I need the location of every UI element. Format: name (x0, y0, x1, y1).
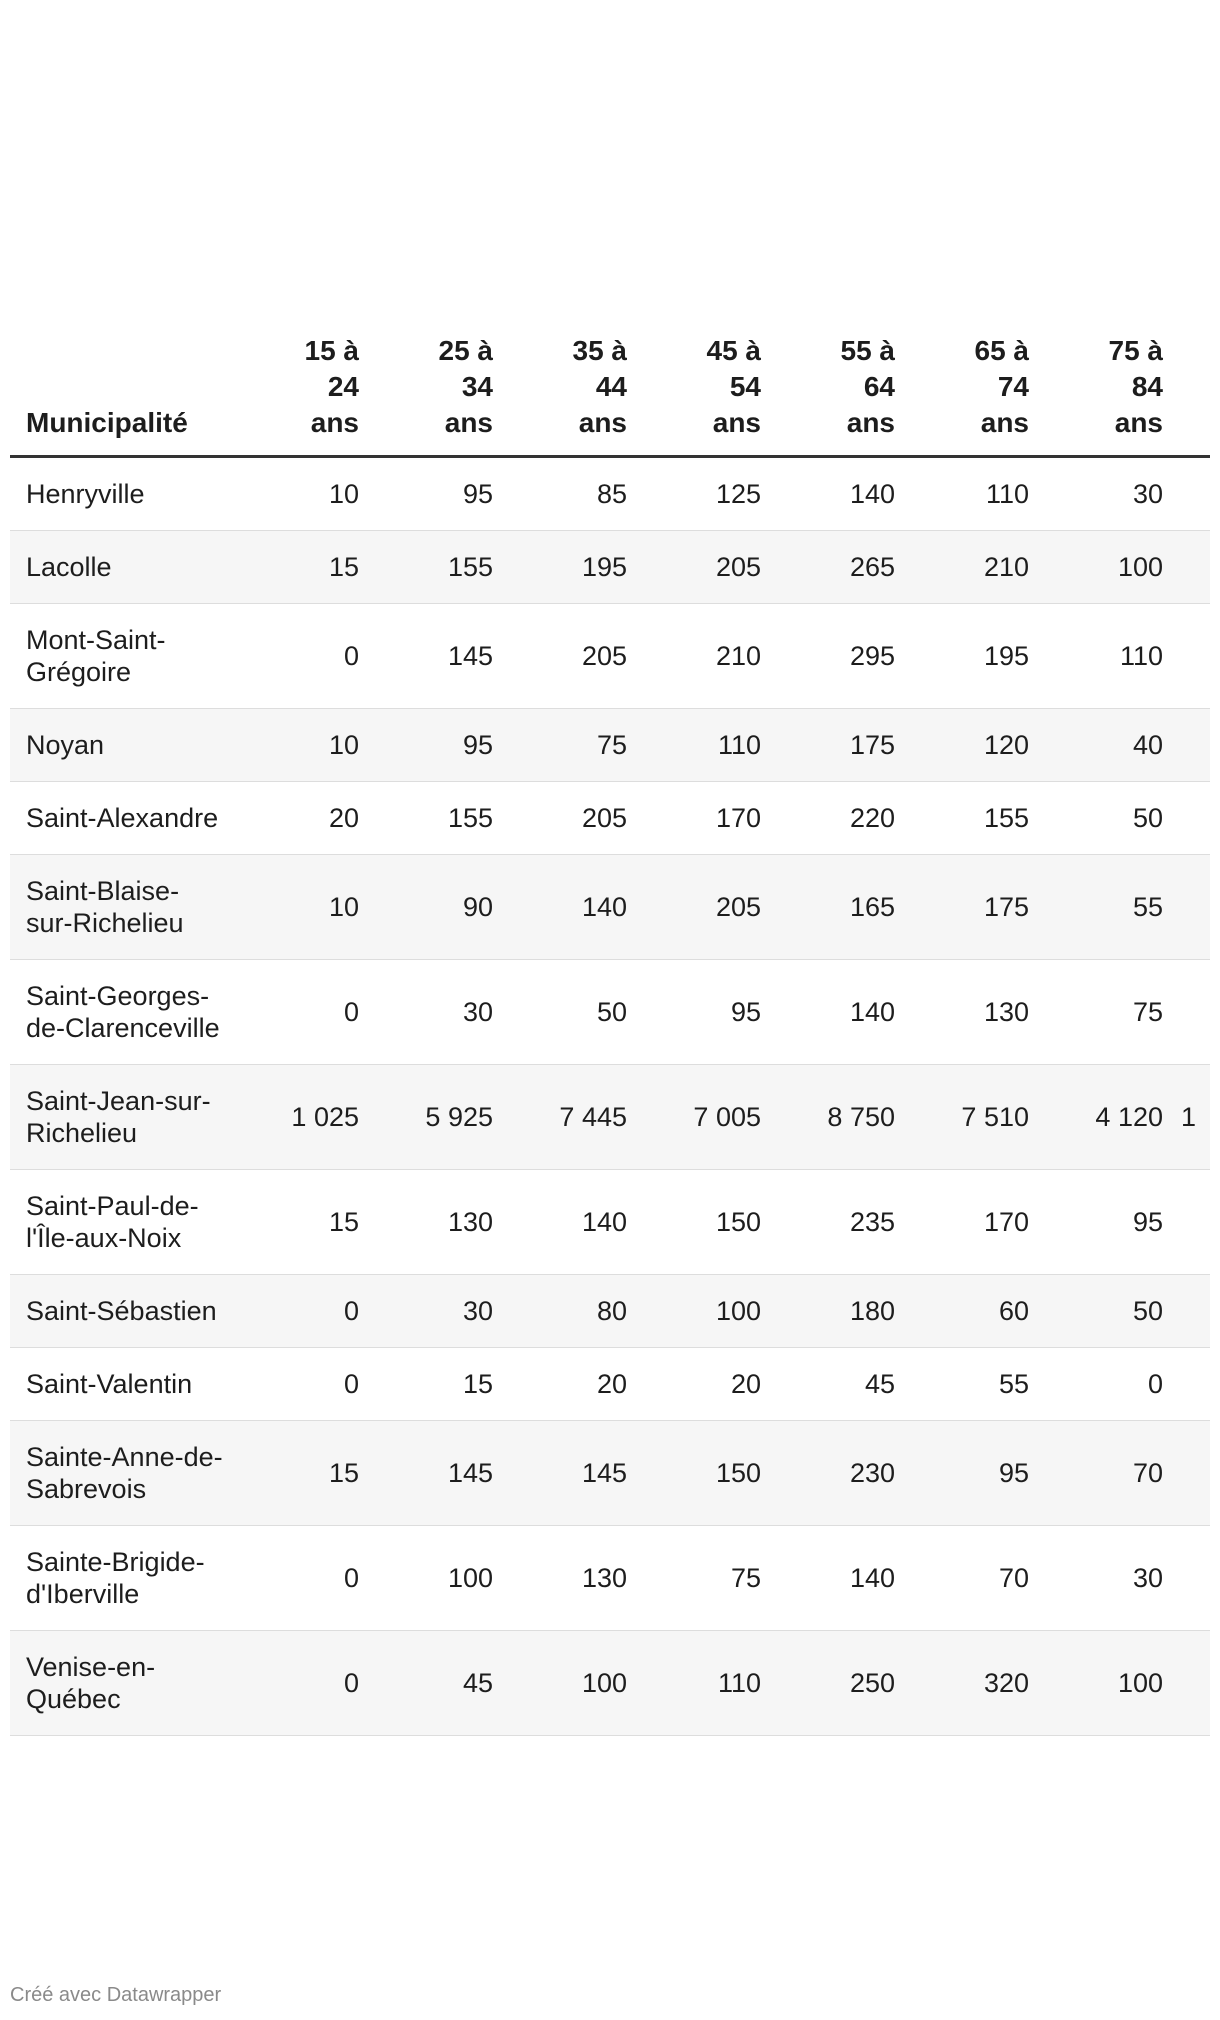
header-line: 44 (595, 371, 627, 402)
municipality-name-cell: Saint-Sébastien (10, 1275, 225, 1348)
value-cell (761, 1526, 895, 1631)
cell-value: 20 (328, 803, 359, 833)
table-row (10, 1275, 1210, 1348)
header-line: 65 à (974, 335, 1029, 366)
value-cell (627, 782, 761, 855)
value-cell (895, 1170, 1029, 1275)
value-cell (761, 1421, 895, 1526)
cell-value: 110 (717, 1668, 761, 1698)
cell-value: 175 (983, 892, 1029, 922)
cell-value: 125 (715, 479, 761, 509)
cell-value: 60 (998, 1296, 1029, 1326)
municipality-name-cell: Saint-Blaise-sur-Richelieu (10, 855, 225, 960)
cell-value: 50 (1132, 1296, 1163, 1326)
header-line: 35 à (572, 335, 627, 366)
cell-value: 165 (849, 892, 895, 922)
value-cell (895, 604, 1029, 709)
cell-value: 180 (849, 1296, 895, 1326)
value-cell (1029, 1631, 1163, 1736)
cell-value: 75 (1132, 997, 1163, 1027)
value-cell (493, 1170, 627, 1275)
table-header (10, 325, 1210, 457)
value-cell (225, 960, 359, 1065)
table-row (10, 604, 1210, 709)
cell-value: 1 (1181, 1102, 1197, 1132)
cell-value: 320 (983, 1668, 1029, 1698)
value-cell (761, 1348, 895, 1421)
value-cell (627, 1275, 761, 1348)
value-cell (225, 1348, 359, 1421)
cell-value: 55 (1132, 892, 1163, 922)
municipality-name-cell: Mont-Saint-Grégoire (10, 604, 225, 709)
value-cell (895, 709, 1029, 782)
municipality-name-cell: Saint-Paul-de-l'Île-aux-Noix (10, 1170, 225, 1275)
cell-value: 145 (581, 1458, 627, 1488)
table-row (10, 457, 1210, 531)
cell-value: 130 (581, 1563, 627, 1593)
header-line: 54 (729, 371, 761, 402)
value-cell (627, 531, 761, 604)
cell-value: 235 (849, 1207, 895, 1237)
age-distribution-table (10, 325, 1210, 1736)
cell-value: 100 (715, 1296, 761, 1326)
municipality-name-cell: Sainte-Anne-de-Sabrevois (10, 1421, 225, 1526)
value-cell (895, 960, 1029, 1065)
value-cell (225, 709, 359, 782)
value-cell (1163, 960, 1210, 1065)
value-cell (359, 960, 493, 1065)
value-cell (1163, 709, 1210, 782)
cell-value: 140 (581, 1207, 627, 1237)
cell-value: 110 (1119, 641, 1163, 671)
table-body (10, 457, 1210, 1736)
value-cell (1163, 1421, 1210, 1526)
municipality-name-cell: Saint-Alexandre (10, 782, 225, 855)
value-cell (1163, 1275, 1210, 1348)
cell-value: 210 (715, 641, 761, 671)
cell-value: 30 (1132, 1563, 1163, 1593)
value-cell (225, 1631, 359, 1736)
cell-value: 95 (1132, 1207, 1163, 1237)
value-cell (895, 531, 1029, 604)
value-cell (225, 782, 359, 855)
cell-value: 100 (447, 1563, 493, 1593)
value-cell (761, 604, 895, 709)
value-cell (761, 457, 895, 531)
column-header-55-64[interactable] (761, 325, 895, 457)
value-cell (225, 1170, 359, 1275)
value-cell (627, 1421, 761, 1526)
header-line: ans (712, 407, 761, 438)
value-cell (761, 1170, 895, 1275)
header-line: ans (846, 407, 895, 438)
header-line: ans (444, 407, 493, 438)
value-cell (1163, 1348, 1210, 1421)
value-cell (1029, 855, 1163, 960)
table-row (10, 1065, 1210, 1170)
cell-value: 170 (983, 1207, 1029, 1237)
value-cell (493, 1526, 627, 1631)
cell-value: 45 (462, 1668, 493, 1698)
cell-value: 140 (849, 479, 895, 509)
municipality-name-cell: Lacolle (10, 531, 225, 604)
cell-value: 95 (462, 479, 493, 509)
cell-value: 265 (849, 552, 895, 582)
cell-value: 95 (730, 997, 761, 1027)
value-cell (1163, 1631, 1210, 1736)
value-cell (1163, 855, 1210, 960)
value-cell (761, 1631, 895, 1736)
header-line: 84 (1131, 371, 1163, 402)
cell-value: 0 (343, 641, 359, 671)
cell-value: 90 (462, 892, 493, 922)
value-cell (359, 1275, 493, 1348)
value-cell (359, 1526, 493, 1631)
column-header-overflow[interactable] (1163, 325, 1210, 457)
municipality-name-cell: Henryville (10, 457, 225, 531)
cell-value: 145 (447, 1458, 493, 1488)
table-row (10, 1348, 1210, 1421)
cell-value: 205 (715, 552, 761, 582)
value-cell (359, 1065, 493, 1170)
value-cell (895, 1348, 1029, 1421)
datawrapper-credit[interactable]: Créé avec Datawrapper (10, 1984, 222, 2006)
table-row (10, 782, 1210, 855)
value-cell (627, 1348, 761, 1421)
value-cell (761, 531, 895, 604)
header-line: 55 à (840, 335, 895, 366)
cell-value: 170 (715, 803, 761, 833)
column-header-municipalite[interactable]: Municipalité (10, 325, 225, 457)
cell-value: 20 (596, 1369, 627, 1399)
value-cell (627, 855, 761, 960)
value-cell (1029, 960, 1163, 1065)
value-cell (1029, 782, 1163, 855)
value-cell (895, 1421, 1029, 1526)
cell-value: 15 (328, 552, 359, 582)
municipality-name-cell: Venise-en-Québec (10, 1631, 225, 1736)
value-cell (1163, 1170, 1210, 1275)
value-cell (1029, 1065, 1163, 1170)
header-line: 64 (863, 371, 895, 402)
cell-value: 1 025 (291, 1102, 359, 1132)
cell-value: 50 (596, 997, 627, 1027)
value-cell (493, 960, 627, 1065)
cell-value: 30 (462, 997, 493, 1027)
cell-value: 130 (447, 1207, 493, 1237)
header-line: ans (578, 407, 627, 438)
cell-value: 100 (1117, 1668, 1163, 1698)
value-cell (1029, 604, 1163, 709)
cell-value: 50 (1132, 803, 1163, 833)
cell-value: 0 (1147, 1369, 1163, 1399)
header-line: ans (310, 407, 359, 438)
table-row (10, 709, 1210, 782)
column-header-75-84[interactable] (1029, 325, 1163, 457)
column-header-35-44[interactable] (493, 325, 627, 457)
cell-value: 40 (1132, 730, 1163, 760)
header-line: 25 à (438, 335, 493, 366)
value-cell (359, 1421, 493, 1526)
cell-value: 15 (328, 1207, 359, 1237)
value-cell (895, 1065, 1029, 1170)
cell-value: 7 445 (559, 1102, 627, 1132)
cell-value: 120 (983, 730, 1029, 760)
cell-value: 205 (581, 803, 627, 833)
value-cell (225, 457, 359, 531)
value-cell (359, 782, 493, 855)
value-cell (627, 1526, 761, 1631)
value-cell (359, 531, 493, 604)
value-cell (493, 782, 627, 855)
column-header-15-24[interactable] (225, 325, 359, 457)
value-cell (895, 855, 1029, 960)
value-cell (1163, 457, 1210, 531)
value-cell (1029, 709, 1163, 782)
value-cell (1029, 1421, 1163, 1526)
value-cell (895, 1526, 1029, 1631)
value-cell (761, 709, 895, 782)
value-cell (359, 1631, 493, 1736)
cell-value: 85 (596, 479, 627, 509)
cell-value: 15 (462, 1369, 493, 1399)
header-line: 74 (997, 371, 1029, 402)
cell-value: 140 (849, 1563, 895, 1593)
value-cell (1163, 782, 1210, 855)
cell-value: 10 (328, 892, 359, 922)
cell-value: 20 (730, 1369, 761, 1399)
value-cell (359, 1170, 493, 1275)
value-cell (895, 1275, 1029, 1348)
value-cell (895, 782, 1029, 855)
cell-value: 0 (343, 1563, 359, 1593)
value-cell (627, 457, 761, 531)
cell-value: 55 (998, 1369, 1029, 1399)
header-line: ans (980, 407, 1029, 438)
cell-value: 150 (715, 1458, 761, 1488)
header-line: 15 à (304, 335, 359, 366)
cell-value: 100 (1117, 552, 1163, 582)
value-cell (493, 709, 627, 782)
cell-value: 0 (343, 1296, 359, 1326)
cell-value: 195 (983, 641, 1029, 671)
cell-value: 230 (849, 1458, 895, 1488)
value-cell (225, 1275, 359, 1348)
cell-value: 295 (849, 641, 895, 671)
header-line: 24 (327, 371, 359, 402)
header-line: ans (1114, 407, 1163, 438)
header-line: 75 à (1108, 335, 1163, 366)
column-header-25-34[interactable] (359, 325, 493, 457)
cell-value: 145 (447, 641, 493, 671)
cell-value: 0 (343, 997, 359, 1027)
value-cell (1029, 531, 1163, 604)
value-cell (761, 782, 895, 855)
municipality-name-cell: Saint-Georges-de-Clarenceville (10, 960, 225, 1065)
value-cell (493, 1275, 627, 1348)
value-cell (1163, 1065, 1210, 1170)
value-cell (493, 1421, 627, 1526)
value-cell (627, 709, 761, 782)
cell-value: 95 (462, 730, 493, 760)
value-cell (359, 709, 493, 782)
value-cell (1029, 457, 1163, 531)
municipality-name-cell: Noyan (10, 709, 225, 782)
cell-value: 30 (462, 1296, 493, 1326)
value-cell (895, 457, 1029, 531)
value-cell (493, 1065, 627, 1170)
cell-value: 205 (581, 641, 627, 671)
cell-value: 155 (983, 803, 1029, 833)
value-cell (761, 1065, 895, 1170)
value-cell (1163, 531, 1210, 604)
cell-value: 5 925 (425, 1102, 493, 1132)
column-header-65-74[interactable] (895, 325, 1029, 457)
value-cell (1163, 604, 1210, 709)
cell-value: 8 750 (827, 1102, 895, 1132)
table-row (10, 960, 1210, 1065)
cell-value: 155 (447, 552, 493, 582)
cell-value: 0 (343, 1369, 359, 1399)
value-cell (627, 1170, 761, 1275)
cell-value: 110 (717, 730, 761, 760)
value-cell (1163, 1526, 1210, 1631)
cell-value: 110 (985, 479, 1029, 509)
value-cell (895, 1631, 1029, 1736)
value-cell (627, 604, 761, 709)
value-cell (359, 855, 493, 960)
value-cell (225, 1065, 359, 1170)
column-header-45-54[interactable] (627, 325, 761, 457)
value-cell (627, 960, 761, 1065)
value-cell (627, 1065, 761, 1170)
header-line: 45 à (706, 335, 761, 366)
table-row (10, 855, 1210, 960)
cell-value: 15 (328, 1458, 359, 1488)
table-row (10, 1421, 1210, 1526)
value-cell (493, 531, 627, 604)
value-cell (761, 855, 895, 960)
data-table-container[interactable] (10, 325, 1210, 1736)
value-cell (493, 604, 627, 709)
cell-value: 150 (715, 1207, 761, 1237)
value-cell (225, 1421, 359, 1526)
cell-value: 10 (328, 730, 359, 760)
cell-value: 205 (715, 892, 761, 922)
value-cell (1029, 1526, 1163, 1631)
cell-value: 7 005 (693, 1102, 761, 1132)
cell-value: 0 (343, 1668, 359, 1698)
cell-value: 30 (1132, 479, 1163, 509)
value-cell (493, 855, 627, 960)
cell-value: 70 (1132, 1458, 1163, 1488)
value-cell (761, 960, 895, 1065)
cell-value: 195 (581, 552, 627, 582)
cell-value: 10 (328, 479, 359, 509)
value-cell (359, 1348, 493, 1421)
header-row (10, 325, 1210, 457)
value-cell (761, 1275, 895, 1348)
cell-value: 220 (849, 803, 895, 833)
value-cell (1029, 1170, 1163, 1275)
table-row (10, 1526, 1210, 1631)
cell-value: 70 (998, 1563, 1029, 1593)
municipality-name-cell: Saint-Valentin (10, 1348, 225, 1421)
table-row (10, 531, 1210, 604)
cell-value: 210 (983, 552, 1029, 582)
header-line: 34 (461, 371, 493, 402)
value-cell (493, 1631, 627, 1736)
cell-value: 80 (596, 1296, 627, 1326)
value-cell (1029, 1275, 1163, 1348)
cell-value: 155 (447, 803, 493, 833)
value-cell (493, 457, 627, 531)
cell-value: 45 (864, 1369, 895, 1399)
value-cell (225, 855, 359, 960)
value-cell (225, 1526, 359, 1631)
value-cell (225, 531, 359, 604)
cell-value: 175 (849, 730, 895, 760)
cell-value: 7 510 (961, 1102, 1029, 1132)
municipality-name-cell: Saint-Jean-sur-Richelieu (10, 1065, 225, 1170)
table-row (10, 1170, 1210, 1275)
cell-value: 75 (730, 1563, 761, 1593)
value-cell (225, 604, 359, 709)
value-cell (627, 1631, 761, 1736)
cell-value: 75 (596, 730, 627, 760)
value-cell (1029, 1348, 1163, 1421)
cell-value: 140 (581, 892, 627, 922)
value-cell (359, 604, 493, 709)
cell-value: 100 (581, 1668, 627, 1698)
cell-value: 250 (849, 1668, 895, 1698)
cell-value: 95 (998, 1458, 1029, 1488)
cell-value: 140 (849, 997, 895, 1027)
cell-value: 4 120 (1095, 1102, 1163, 1132)
cell-value: 130 (983, 997, 1029, 1027)
municipality-name-cell: Sainte-Brigide-d'Iberville (10, 1526, 225, 1631)
table-row (10, 1631, 1210, 1736)
value-cell (493, 1348, 627, 1421)
value-cell (359, 457, 493, 531)
